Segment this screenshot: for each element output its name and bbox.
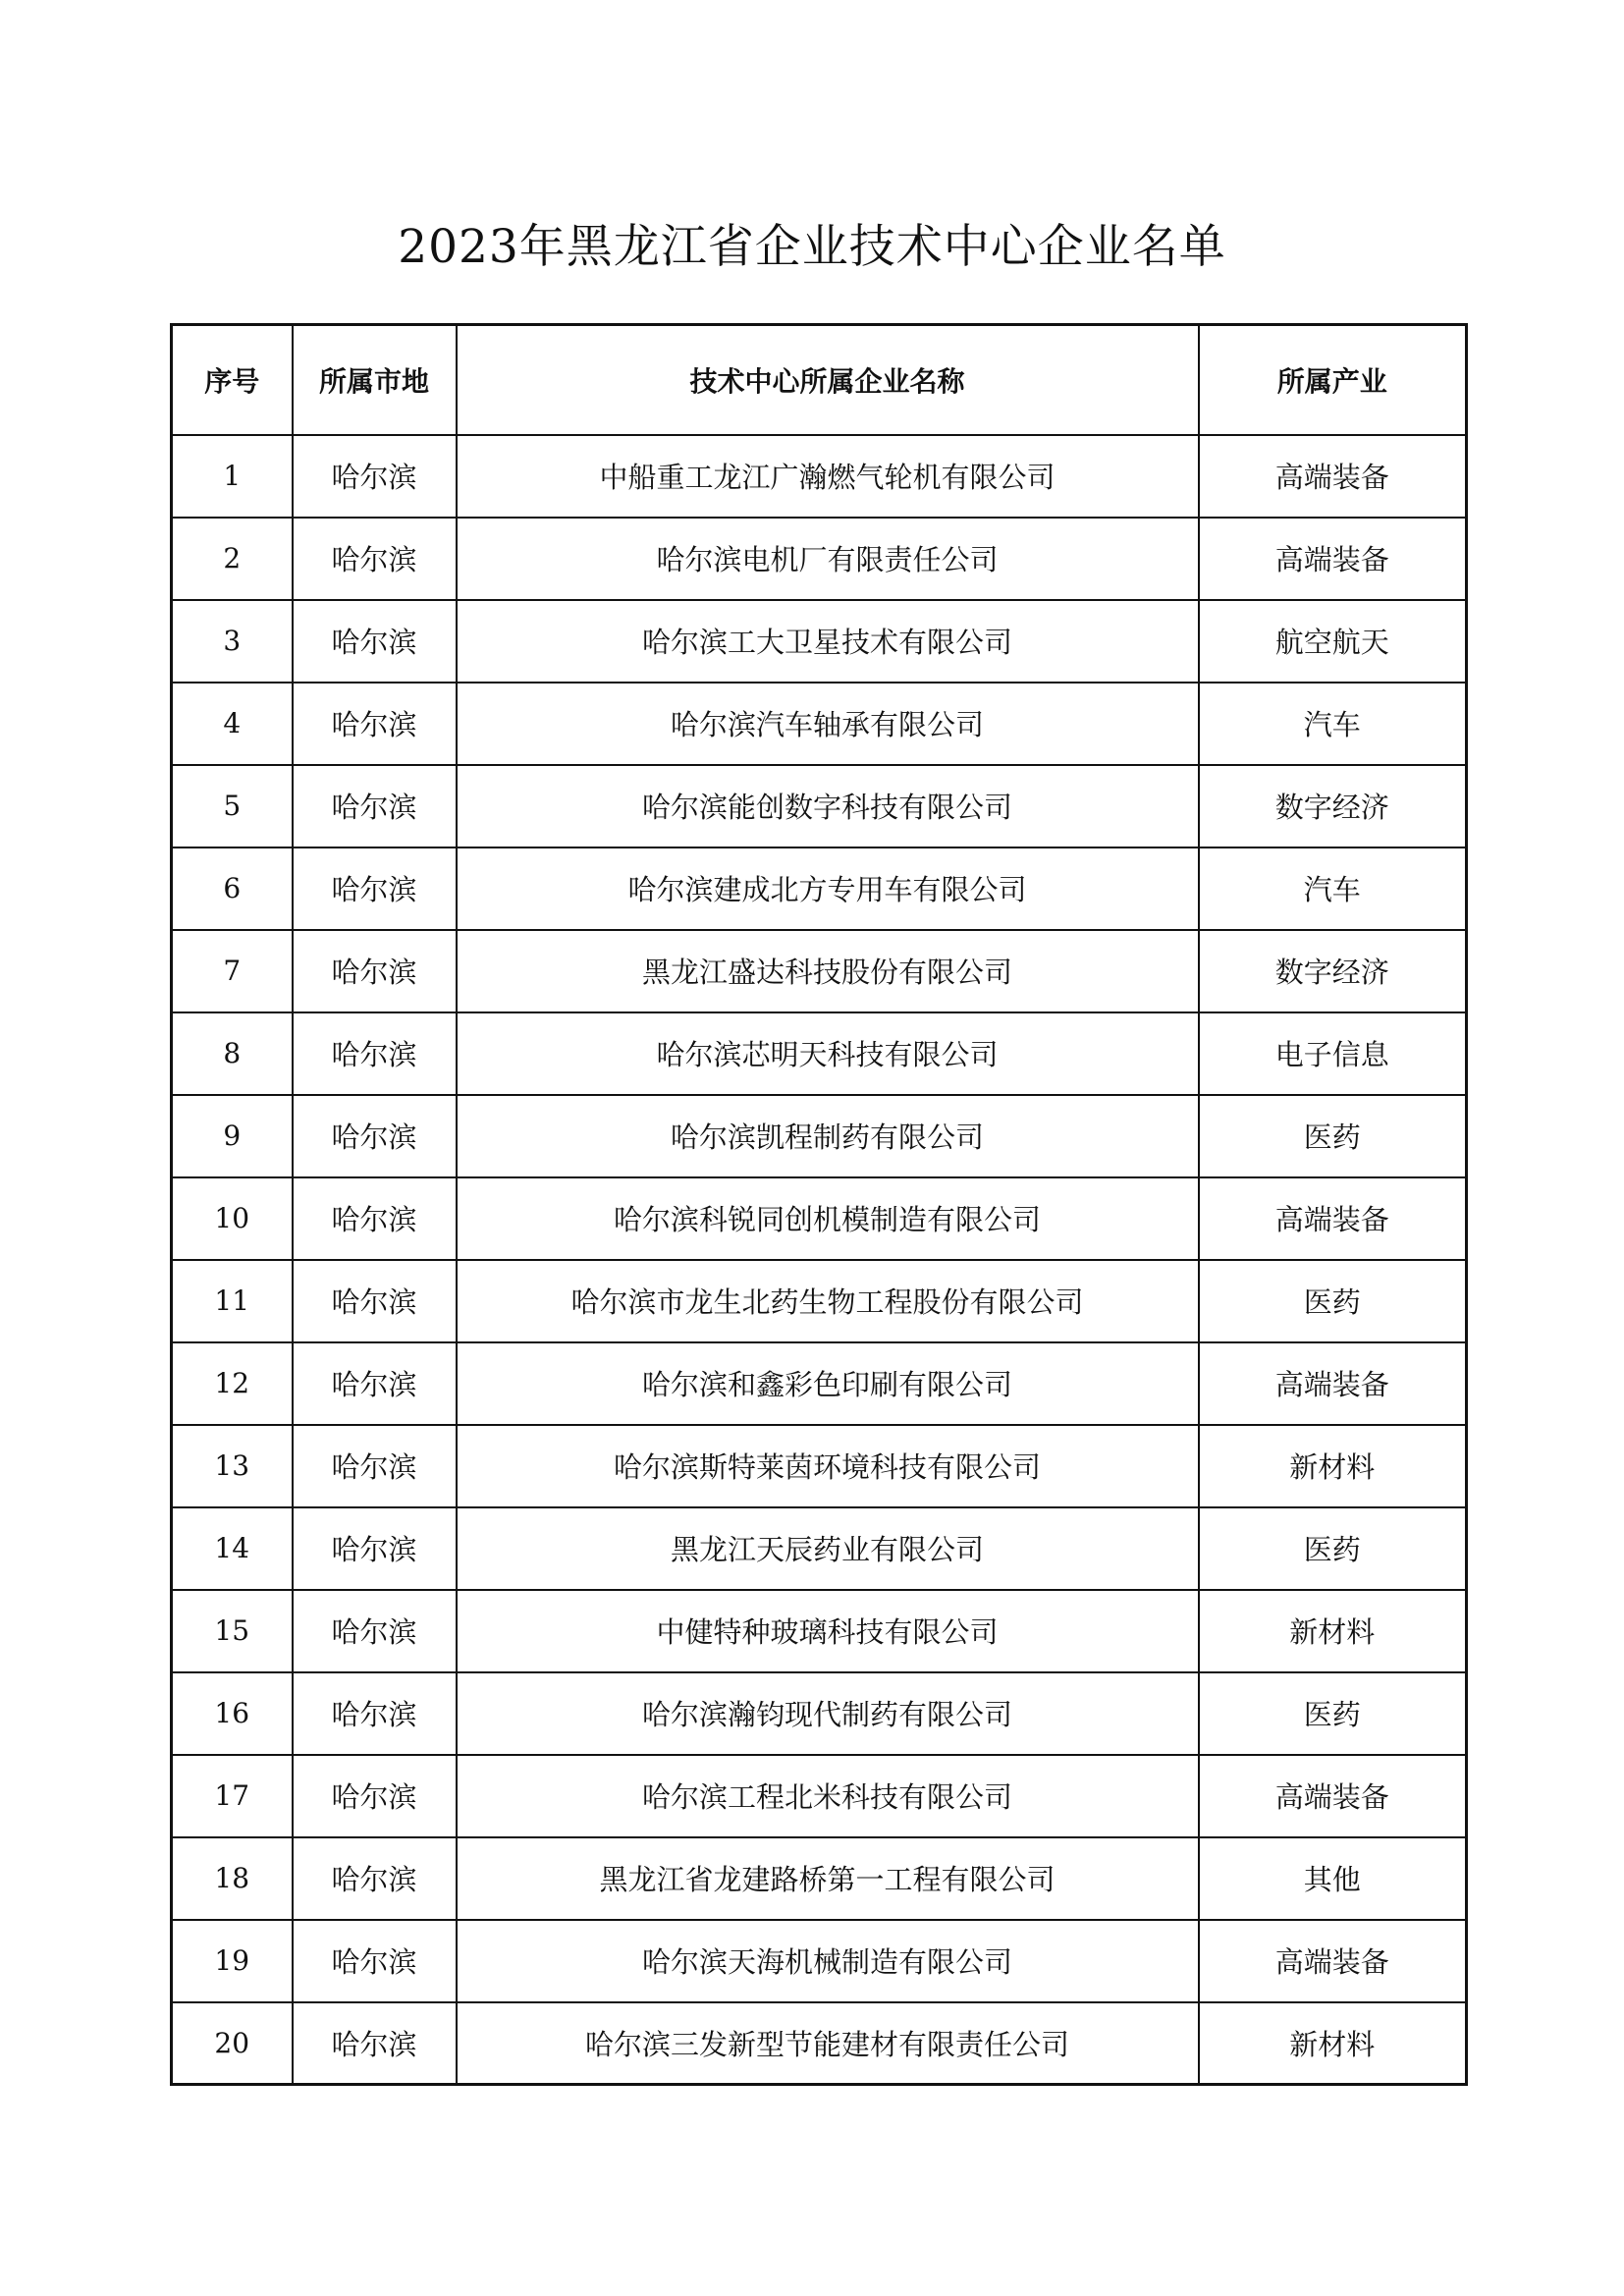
cell-industry: 新材料 [1199, 1425, 1467, 1507]
cell-city: 哈尔滨 [293, 683, 457, 765]
table-row [172, 1012, 1467, 1095]
cell-no: 12 [172, 1342, 293, 1425]
cell-company: 哈尔滨工程北米科技有限公司 [457, 1755, 1199, 1837]
cell-industry: 医药 [1199, 1260, 1467, 1342]
cell-no: 19 [172, 1920, 293, 2002]
cell-city: 哈尔滨 [293, 1837, 457, 1920]
cell-city: 哈尔滨 [293, 765, 457, 847]
cell-city: 哈尔滨 [293, 1590, 457, 1672]
cell-no: 14 [172, 1507, 293, 1590]
cell-industry: 新材料 [1199, 1590, 1467, 1672]
header-industry: 所属产业 [1199, 325, 1467, 435]
header-no: 序号 [172, 325, 293, 435]
cell-city: 哈尔滨 [293, 1920, 457, 2002]
cell-no: 5 [172, 765, 293, 847]
cell-industry: 数字经济 [1199, 930, 1467, 1012]
cell-no: 6 [172, 847, 293, 930]
cell-company: 中健特种玻璃科技有限公司 [457, 1590, 1199, 1672]
table-body [172, 435, 1467, 2085]
cell-industry: 高端装备 [1199, 1177, 1467, 1260]
table-row [172, 1177, 1467, 1260]
cell-company: 哈尔滨建成北方专用车有限公司 [457, 847, 1199, 930]
cell-no: 4 [172, 683, 293, 765]
table-row [172, 2002, 1467, 2085]
cell-city: 哈尔滨 [293, 1177, 457, 1260]
cell-no: 15 [172, 1590, 293, 1672]
cell-industry: 高端装备 [1199, 435, 1467, 518]
cell-no: 20 [172, 2002, 293, 2085]
cell-industry: 汽车 [1199, 683, 1467, 765]
table-row [172, 765, 1467, 847]
cell-no: 16 [172, 1672, 293, 1755]
table-row [172, 1920, 1467, 2002]
cell-industry: 数字经济 [1199, 765, 1467, 847]
enterprise-table [170, 323, 1468, 2086]
header-company: 技术中心所属企业名称 [457, 325, 1199, 435]
table-row [172, 1507, 1467, 1590]
cell-industry: 高端装备 [1199, 518, 1467, 600]
cell-company: 哈尔滨凯程制药有限公司 [457, 1095, 1199, 1177]
table-row [172, 1672, 1467, 1755]
cell-city: 哈尔滨 [293, 847, 457, 930]
cell-industry: 其他 [1199, 1837, 1467, 1920]
table-row [172, 1342, 1467, 1425]
cell-city: 哈尔滨 [293, 435, 457, 518]
table-row [172, 435, 1467, 518]
cell-no: 18 [172, 1837, 293, 1920]
cell-no: 1 [172, 435, 293, 518]
cell-city: 哈尔滨 [293, 1672, 457, 1755]
cell-industry: 医药 [1199, 1095, 1467, 1177]
cell-city: 哈尔滨 [293, 1342, 457, 1425]
cell-city: 哈尔滨 [293, 600, 457, 683]
cell-company: 哈尔滨和鑫彩色印刷有限公司 [457, 1342, 1199, 1425]
table-row [172, 518, 1467, 600]
cell-company: 哈尔滨工大卫星技术有限公司 [457, 600, 1199, 683]
cell-city: 哈尔滨 [293, 1095, 457, 1177]
cell-no: 13 [172, 1425, 293, 1507]
cell-company: 黑龙江省龙建路桥第一工程有限公司 [457, 1837, 1199, 1920]
cell-no: 8 [172, 1012, 293, 1095]
cell-company: 哈尔滨能创数字科技有限公司 [457, 765, 1199, 847]
cell-city: 哈尔滨 [293, 1012, 457, 1095]
cell-industry: 高端装备 [1199, 1755, 1467, 1837]
cell-company: 黑龙江盛达科技股份有限公司 [457, 930, 1199, 1012]
table-row [172, 1755, 1467, 1837]
cell-no: 9 [172, 1095, 293, 1177]
cell-company: 哈尔滨汽车轴承有限公司 [457, 683, 1199, 765]
table-row [172, 1425, 1467, 1507]
cell-no: 11 [172, 1260, 293, 1342]
cell-city: 哈尔滨 [293, 518, 457, 600]
cell-industry: 电子信息 [1199, 1012, 1467, 1095]
cell-industry: 高端装备 [1199, 1342, 1467, 1425]
cell-company: 哈尔滨市龙生北药生物工程股份有限公司 [457, 1260, 1199, 1342]
table-row [172, 1095, 1467, 1177]
cell-company: 哈尔滨芯明天科技有限公司 [457, 1012, 1199, 1095]
cell-industry: 医药 [1199, 1507, 1467, 1590]
cell-company: 中船重工龙江广瀚燃气轮机有限公司 [457, 435, 1199, 518]
cell-company: 哈尔滨电机厂有限责任公司 [457, 518, 1199, 600]
cell-no: 17 [172, 1755, 293, 1837]
cell-industry: 汽车 [1199, 847, 1467, 930]
cell-city: 哈尔滨 [293, 1507, 457, 1590]
table-row [172, 930, 1467, 1012]
cell-city: 哈尔滨 [293, 1425, 457, 1507]
table-row [172, 847, 1467, 930]
cell-city: 哈尔滨 [293, 1755, 457, 1837]
cell-industry: 高端装备 [1199, 1920, 1467, 2002]
cell-industry: 医药 [1199, 1672, 1467, 1755]
table-row [172, 1260, 1467, 1342]
cell-no: 10 [172, 1177, 293, 1260]
header-city: 所属市地 [293, 325, 457, 435]
cell-company: 黑龙江天辰药业有限公司 [457, 1507, 1199, 1590]
cell-no: 7 [172, 930, 293, 1012]
page-title: 2023年黑龙江省企业技术中心企业名单 [398, 220, 1226, 274]
cell-company: 哈尔滨斯特莱茵环境科技有限公司 [457, 1425, 1199, 1507]
table-header-row [172, 325, 1467, 435]
cell-city: 哈尔滨 [293, 2002, 457, 2085]
cell-company: 哈尔滨天海机械制造有限公司 [457, 1920, 1199, 2002]
cell-company: 哈尔滨科锐同创机模制造有限公司 [457, 1177, 1199, 1260]
table-row [172, 1590, 1467, 1672]
cell-industry: 新材料 [1199, 2002, 1467, 2085]
cell-industry: 航空航天 [1199, 600, 1467, 683]
cell-city: 哈尔滨 [293, 930, 457, 1012]
table-row [172, 600, 1467, 683]
cell-city: 哈尔滨 [293, 1260, 457, 1342]
cell-no: 3 [172, 600, 293, 683]
table-row [172, 1837, 1467, 1920]
cell-company: 哈尔滨瀚钧现代制药有限公司 [457, 1672, 1199, 1755]
cell-no: 2 [172, 518, 293, 600]
cell-company: 哈尔滨三发新型节能建材有限责任公司 [457, 2002, 1199, 2085]
table-row [172, 683, 1467, 765]
